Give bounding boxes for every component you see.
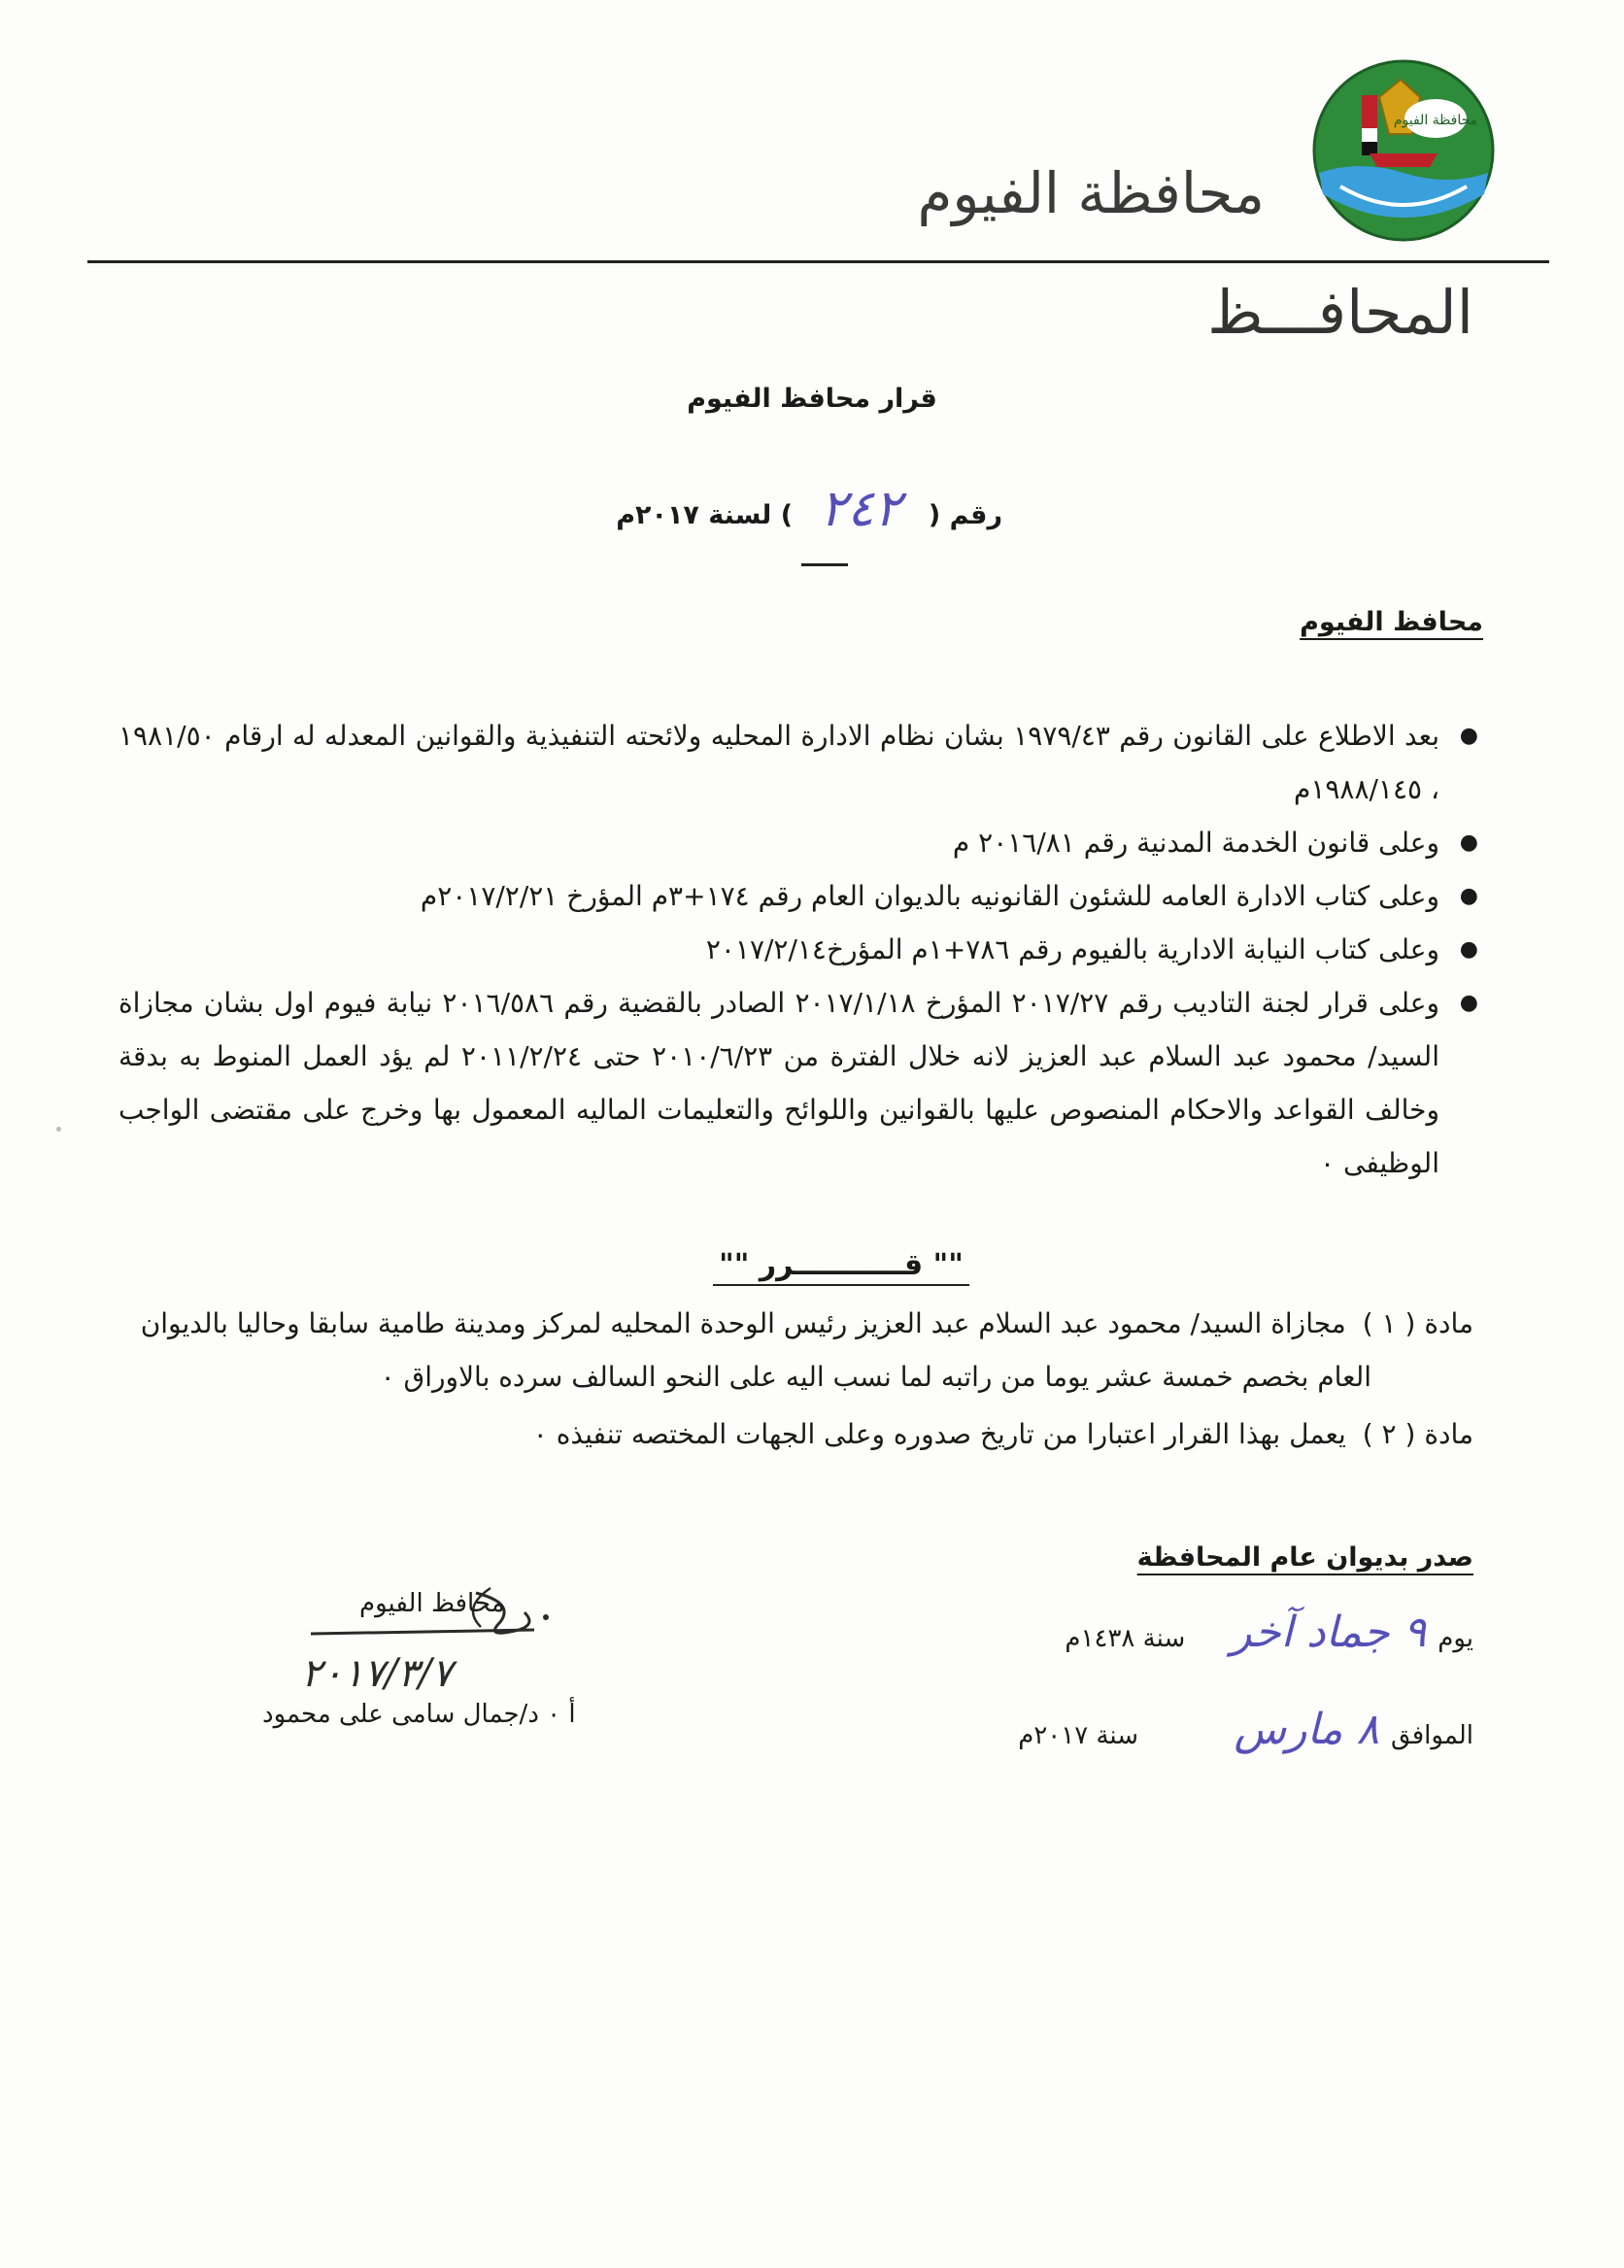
decides-heading-text: "" قـــــــــــرر "" bbox=[713, 1248, 969, 1286]
issued-at-heading: صدر بديوان عام المحافظة bbox=[1136, 1542, 1473, 1573]
articles bbox=[94, 1297, 1473, 1465]
article-text: مجازاة السيد/ محمود عبد السلام عبد العزيز رئيس الوحدة المحليه لمركز ومدينة طامية سابقا وحاليا بالديوان bbox=[140, 1307, 1346, 1339]
signature-title: محافظ الفيوم bbox=[359, 1589, 505, 1618]
governorate-name: محافظة الفيوم bbox=[917, 160, 1265, 226]
number-label: رقم ( bbox=[928, 499, 1002, 530]
hijri-date-line bbox=[1065, 1608, 1473, 1657]
governor-title: المحافـــظ bbox=[1207, 277, 1473, 348]
recital-text: بعد الاطلاع على القانون رقم ١٩٧٩/٤٣ بشان نظام الادارة المحليه ولائحته التنفيذية والقوانين المعدله له ارقام ١٩٨١/٥٠ ، ١٩٨٨/١٤٥م bbox=[118, 720, 1439, 805]
recital-item bbox=[118, 869, 1478, 923]
year-label: ) لسنة ٢٠١٧م bbox=[616, 499, 794, 530]
recital-text: وعلى قرار لجنة التاديب رقم ٢٠١٧/٢٧ المؤرخ ٢٠١٧/١/١٨ الصادر بالقضية رقم ٢٠١٦/٥٨٦ نيابة فيوم اول بشان مجازاة السيد/ محمود عبد السلام عبد العزيز لانه خلال الفترة من ٢٠١٠/٦/٢٣ حتى ٢٠١١/٢/٢٤ لم يؤد العمل المنوط به بدقة وخالف القواعد والاحكام المنصوص عليها بالقوانين واللوائح والتعليمات الماليه المعمول بها وخرج على مقتضى الواجب الوظيفى ٠ bbox=[118, 987, 1439, 1179]
recital-text: وعلى كتاب النيابة الادارية بالفيوم رقم ٧٨٦+١م المؤرخ٢٠١٧/٢/١٤ bbox=[705, 933, 1439, 965]
issuer-heading: محافظ الفيوم bbox=[1300, 607, 1483, 637]
recital-text: وعلى قانون الخدمة المدنية رقم ٢٠١٦/٨١ م bbox=[952, 827, 1439, 859]
signatory-name: أ ٠ د/جمال سامى على محمود bbox=[262, 1700, 576, 1729]
article-1 bbox=[94, 1297, 1473, 1404]
recital-item bbox=[118, 816, 1478, 869]
recital-text: وعلى كتاب الادارة العامه للشئون القانونيه بالديوان العام رقم ١٧٤+٣م المؤرخ ٢٠١٧/٢/٢١م bbox=[420, 880, 1439, 912]
handwritten-gregorian-date: ٨ مارس bbox=[1234, 1705, 1380, 1754]
decision-title bbox=[0, 384, 1624, 414]
bullet-icon: ● bbox=[1459, 830, 1478, 855]
recital-item bbox=[118, 923, 1478, 976]
paper-speck bbox=[56, 1127, 61, 1132]
decision-number-line bbox=[616, 480, 1002, 544]
header-divider bbox=[87, 260, 1549, 263]
gregorian-year: سنة ٢٠١٧م bbox=[1018, 1721, 1139, 1750]
corresponding-label: الموافق bbox=[1391, 1721, 1473, 1750]
bullet-icon: ● bbox=[1459, 991, 1478, 1015]
day-label: يوم bbox=[1438, 1624, 1473, 1653]
article-label: مادة ( ١ ) bbox=[1362, 1307, 1473, 1339]
title-separator bbox=[801, 563, 848, 566]
emblem-text: محافظة الفيوم bbox=[1393, 113, 1478, 128]
handwritten-decision-number: ٢٤٢ bbox=[820, 480, 901, 538]
handwritten-signature-date: ٢٠١٧/٣/٧ bbox=[301, 1651, 453, 1696]
bullet-icon: ● bbox=[1459, 724, 1478, 748]
fayoum-emblem-logo bbox=[1311, 58, 1496, 243]
bullet-icon: ● bbox=[1459, 884, 1478, 908]
recital-item bbox=[118, 976, 1478, 1190]
recitals-list bbox=[118, 709, 1478, 1190]
article-text-continued: العام بخصم خمسة عشر يوما من راتبه لما نسب اليه على النحو السالف سرده بالاوراق ٠ bbox=[380, 1361, 1371, 1393]
bullet-icon: ● bbox=[1459, 937, 1478, 962]
decision-title-text: قرار محافظ الفيوم bbox=[687, 384, 937, 414]
article-label: مادة ( ٢ ) bbox=[1362, 1418, 1473, 1450]
handwritten-hijri-date: ٩ جماد آخر bbox=[1231, 1608, 1427, 1657]
decides-heading bbox=[0, 1248, 1624, 1286]
article-text: يعمل بهذا القرار اعتبارا من تاريخ صدوره وعلى الجهات المختصه تنفيذه ٠ bbox=[532, 1418, 1346, 1450]
recital-item bbox=[118, 709, 1478, 816]
hijri-year: سنة ١٤٣٨م bbox=[1065, 1624, 1186, 1653]
gregorian-date-line bbox=[1018, 1705, 1473, 1754]
article-2 bbox=[94, 1407, 1473, 1461]
